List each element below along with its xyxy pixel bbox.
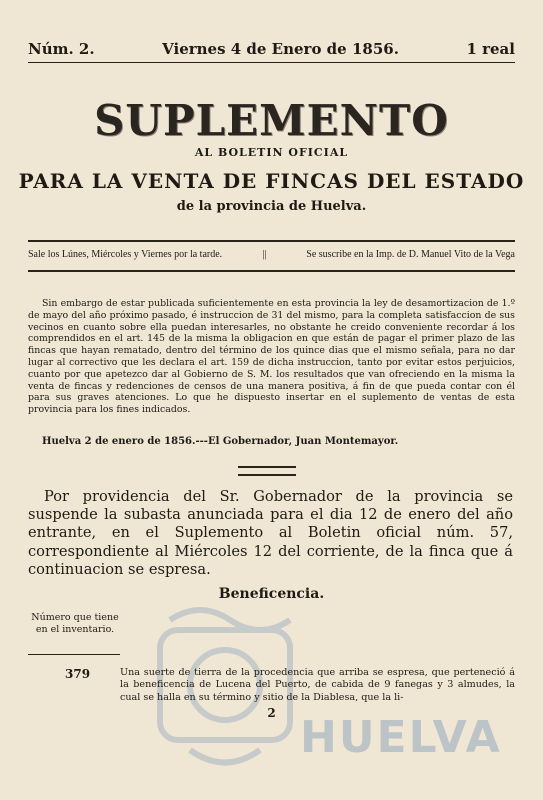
masthead-line2: PARA LA VENTA DE FINCAS DEL ESTADO — [18, 169, 525, 193]
publication-schedule: Sale los Lúnes, Miércoles y Viernes por la tarde. — [28, 249, 223, 260]
masthead-line1: AL BOLETIN OFICIAL — [194, 146, 349, 159]
inventory-header-rule — [28, 654, 120, 655]
providencia-paragraph: Por providencia del Sr. Gobernador de la provincia se suspende la subasta anunciada para el dia 12 de enero del año entrante, en el Suplemento al Boletin oficial núm. 57, correspondiente al Miércoles 12 del corriente, de la finca que á continuacion se espresa. — [28, 488, 513, 578]
stamp-watermark-word: HUELVA — [300, 712, 502, 763]
masthead-line3: de la provincia de Huelva. — [176, 199, 367, 214]
masthead-rule-top — [28, 240, 515, 242]
notice-signature: Huelva 2 de enero de 1856.---El Gobernador, Juan Montemayor. — [42, 436, 399, 447]
publication-separator: || — [262, 249, 267, 260]
masthead-title: SUPLEMENTO — [94, 96, 449, 145]
page-number: 2 — [267, 706, 276, 720]
entry-description: Una suerte de tierra de la procedencia que arriba se espresa, que perteneció á la beneficencia de Lucena del Puerto, de cabida de 9 fanegas y 3 almudes, la cual se halla en su término y sitio de la Diablesa, que la li- — [120, 667, 515, 703]
section-title: Beneficencia. — [218, 586, 325, 602]
issue-date: Viernes 4 de Enero de 1856. — [162, 40, 399, 58]
issue-number: Núm. 2. — [28, 40, 95, 58]
header-rule — [28, 62, 515, 63]
issue-price: 1 real — [466, 40, 515, 58]
section-divider-ornament — [238, 466, 296, 476]
bleed-through-text — [30, 58, 513, 98]
publication-subscription: Se suscribe en la Imp. de D. Manuel Vito de la Vega — [306, 249, 515, 260]
entry-number: 379 — [65, 667, 91, 681]
inventory-column-header: Número que tiene en el inventario. — [31, 612, 119, 635]
issue-header — [28, 40, 515, 58]
masthead-rule-bottom — [28, 270, 515, 272]
notice-paragraph: Sin embargo de estar publicada suficientemente en esta provincia la ley de desamortizacion de 1.º de mayo del año próximo pasado, é instruccion de 31 del mismo, para la completa satisfaccion de sus vecinos en cuanto sobre ella puedan interesarles, no obstante he creido conveniente recordar á los comprendidos en el art. 145 de la misma la obligacion en que están de pagar el primer plazo de las fincas que hayan rematado, dentro del término de los quince dias que el mismo señala, para no dar lugar al correctivo que les declara el art. 159 de dicha instruccion, tanto por evitar estos perjuicios, cuanto por que apetezco dar al Gobierno de S. M. los resultados que van ofreciendo en la misma la venta de fincas y redenciones de censos de una manera positiva, á fin de que pueda contar con él para sus graves atenciones. Lo que he dispuesto insertar en el suplemento de ventas de esta provincia para los fines indicados. — [28, 298, 515, 416]
publication-info — [28, 249, 515, 260]
